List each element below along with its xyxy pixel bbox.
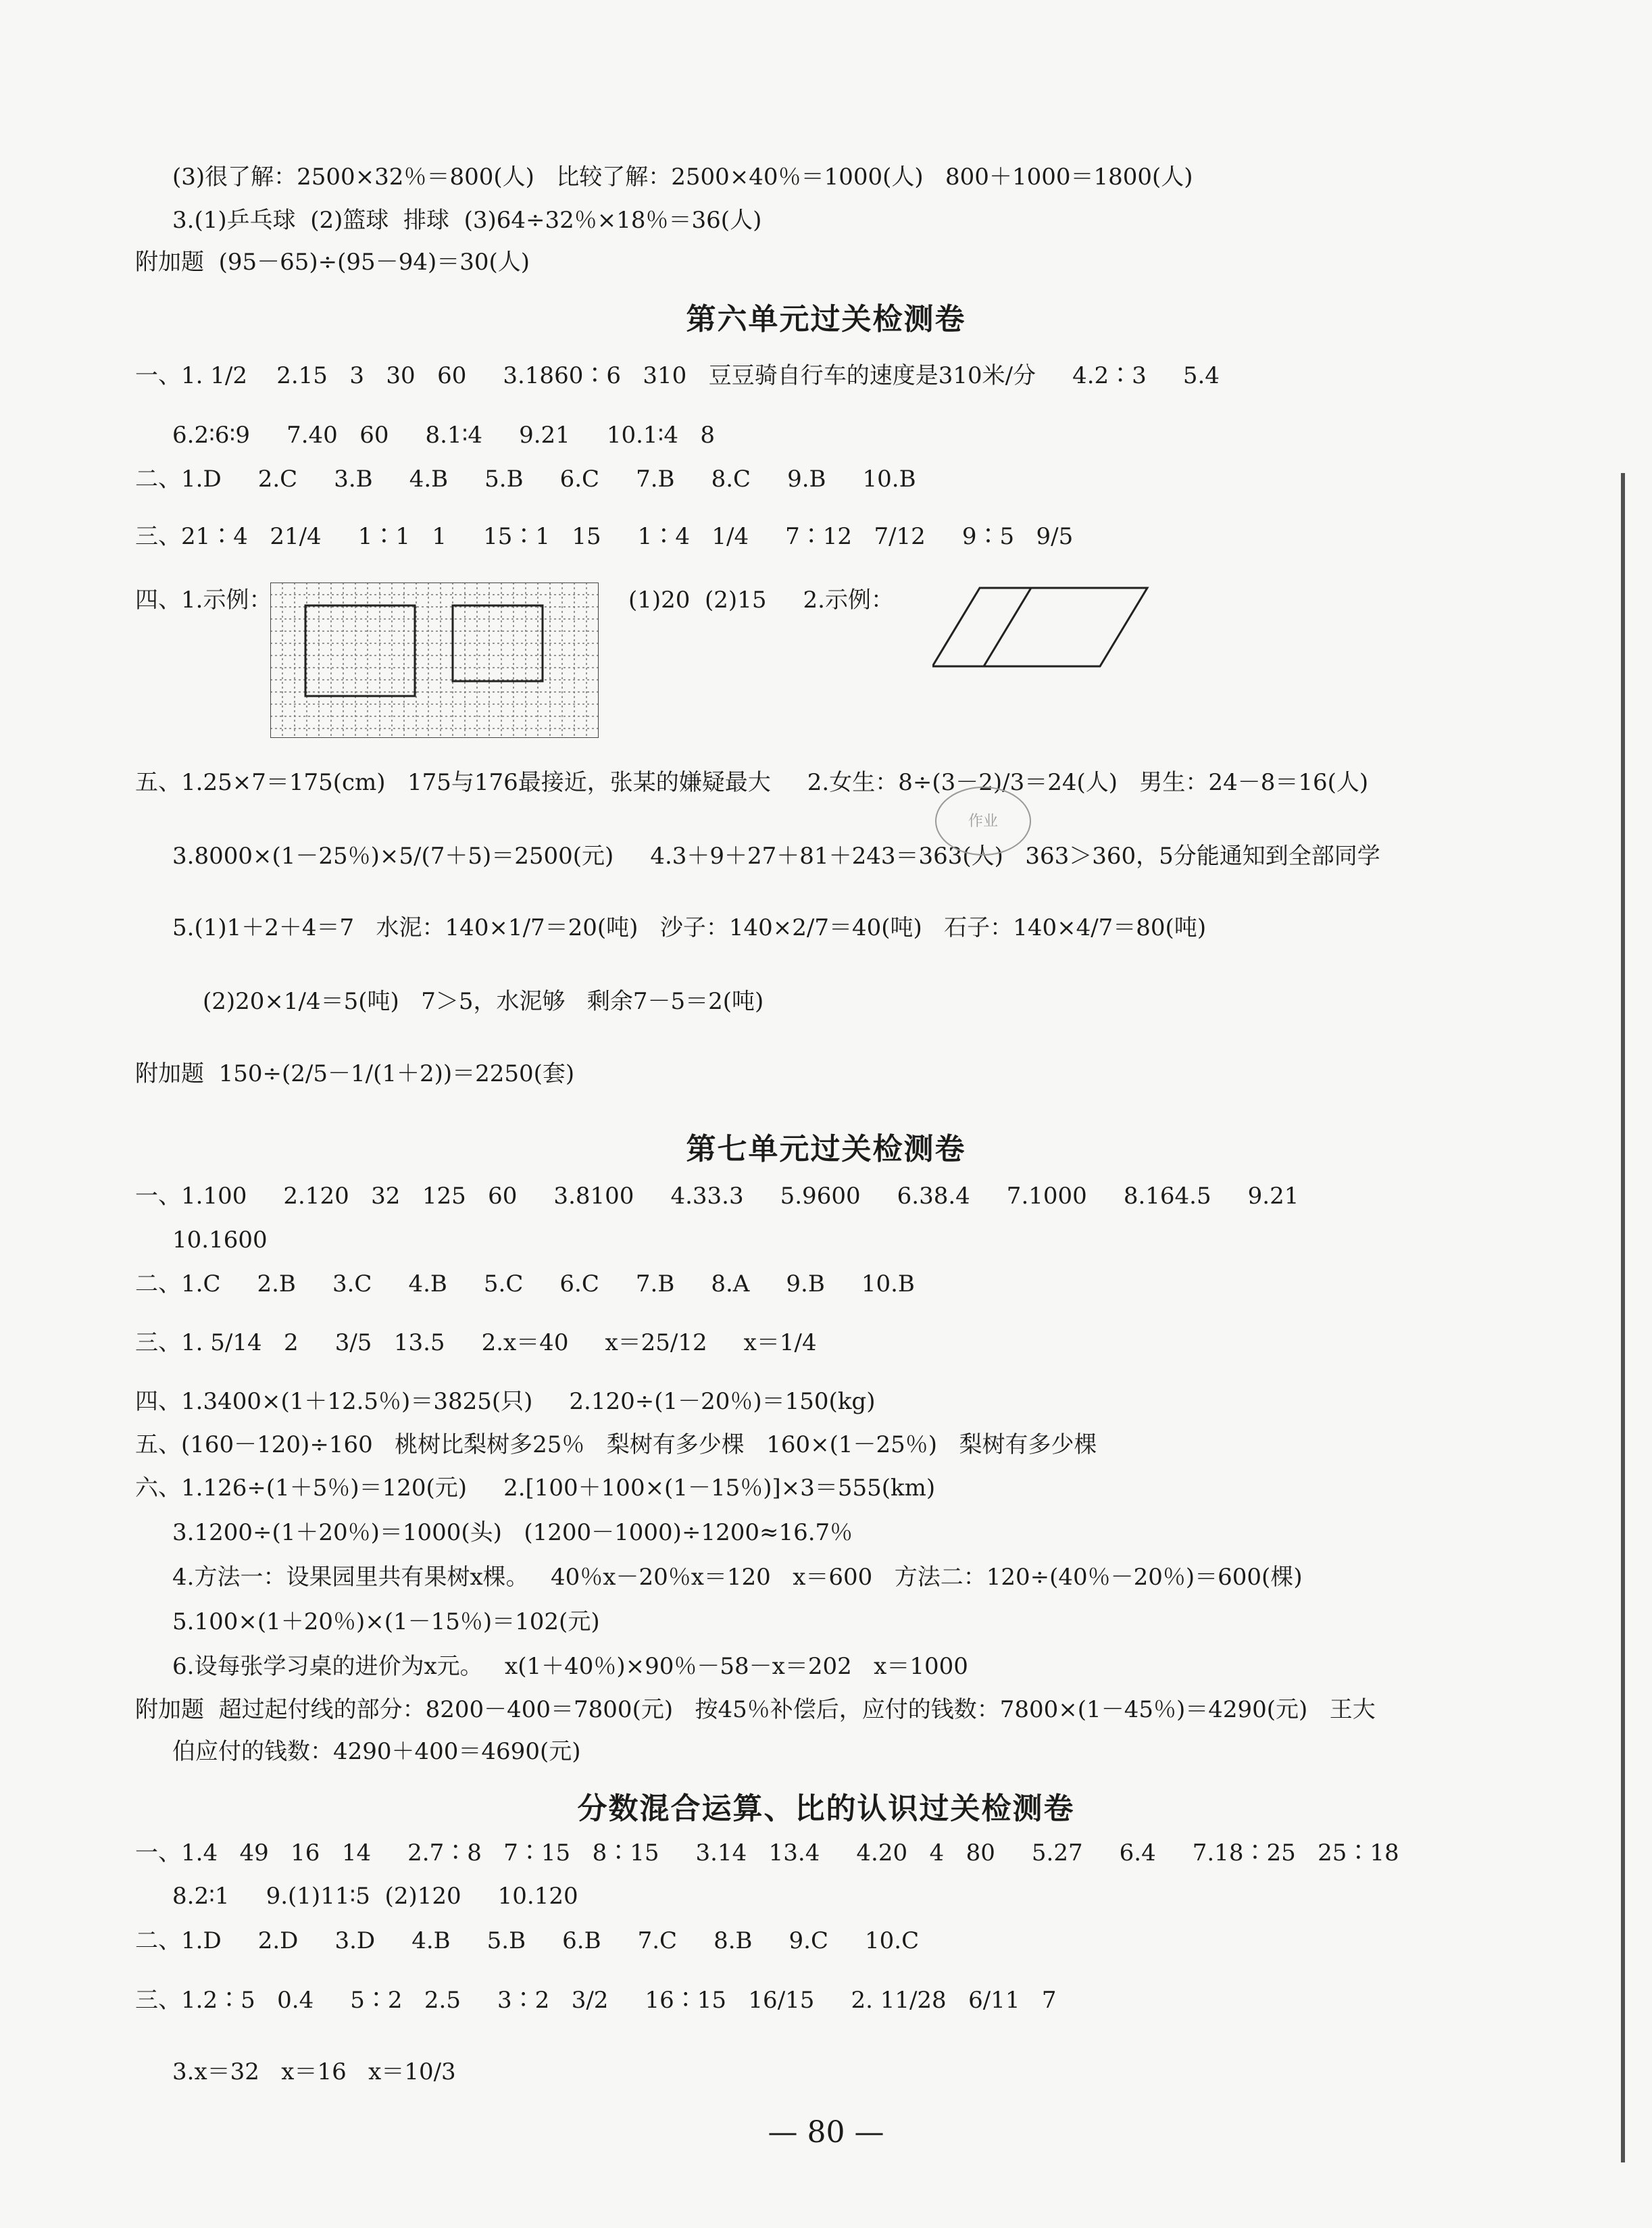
answer-line: 8.2∶1 9.(1)11∶5 (2)120 10.120 — [172, 1883, 578, 1910]
answer-line: (1)20 (2)15 2.示例： — [628, 587, 894, 614]
answer-line: 附加题 超过起付线的部分：8200－400＝7800(元) 按45％补偿后，应付的钱数：7800×(1－45％)＝4290(元) 王大 — [135, 1696, 1376, 1723]
answer-line: 3.1200÷(1＋20％)＝1000(头) (1200－1000)÷1200≈16.7％ — [172, 1519, 853, 1546]
answer-line: 3.8000×(1－25％)×5/(7＋5)＝2500(元) 4.3＋9＋27＋81＋243＝363(人) 363＞360，5分能通知到全部同学 — [172, 843, 1380, 870]
answer-line: 六、1.126÷(1＋5％)＝120(元) 2.[100＋100×(1－15％)]×3＝555(km) — [135, 1475, 936, 1502]
answer-line: 4.方法一：设果园里共有果树x棵。 40％x－20％x＝120 x＝600 方法二：120÷(40％－20％)＝600(棵) — [172, 1564, 1303, 1591]
grid-rectangles-figure — [270, 583, 599, 738]
answer-line: 四、1.示例： — [135, 587, 272, 614]
watermark-stamp — [932, 784, 1034, 858]
answer-line: 10.1600 — [172, 1227, 268, 1254]
scan-edge-shadow — [1621, 473, 1625, 2162]
answer-line: 5.(1)1＋2＋4＝7 水泥：140×1/7＝20(吨) 沙子：140×2/7＝40(吨) 石子：140×4/7＝80(吨) — [172, 914, 1207, 941]
answer-line: 二、1.C 2.B 3.C 4.B 5.C 6.C 7.B 8.A 9.B 10.B — [135, 1270, 915, 1297]
answer-line: 五、1.25×7＝175(cm) 175与176最接近，张某的嫌疑最大 2.女生：8÷(3－2)/3＝24(人) 男生：24－8＝16(人) — [135, 769, 1369, 796]
answer-line: 二、1.D 2.D 3.D 4.B 5.B 6.B 7.C 8.B 9.C 10.C — [135, 1927, 920, 1954]
parallelogram-figure — [932, 587, 1155, 668]
answer-line: 6.2∶6∶9 7.40 60 8.1∶4 9.21 10.1∶4 8 — [172, 422, 716, 449]
section-title-unit6: 第六单元过关检测卷 — [686, 302, 966, 337]
answer-line: 5.100×(1＋20％)×(1－15％)＝102(元) — [172, 1608, 600, 1635]
section-title-unit7: 第七单元过关检测卷 — [686, 1132, 966, 1166]
answer-line: 一、1.4 49 16 14 2.7∶8 7∶15 8∶15 3.14 13.4 4.20 4 80 5.27 6.4 7.18∶25 25∶18 — [135, 1839, 1399, 1866]
answer-line: 三、1. 5/14 2 3/5 13.5 2.x＝40 x＝25/12 x＝1/4 — [135, 1329, 817, 1356]
answer-line: 二、1.D 2.C 3.B 4.B 5.B 6.C 7.B 8.C 9.B 10.B — [135, 466, 916, 493]
answer-line: (3)很了解：2500×32％＝800(人) 比较了解：2500×40％＝1000(人) 800＋1000＝1800(人) — [172, 164, 1193, 191]
answer-line: 一、1. 1/2 2.15 3 30 60 3.1860∶6 310 豆豆骑自行车的速度是310米/分 4.2∶3 5.4 — [135, 362, 1220, 389]
answer-line: 三、1.2∶5 0.4 5∶2 2.5 3∶2 3/2 16∶15 16/15 2. 11/28 6/11 7 — [135, 1987, 1057, 2014]
answer-line: 3.(1)乒乓球 (2)篮球 排球 (3)64÷32％×18％＝36(人) — [172, 207, 762, 234]
answer-line: 四、1.3400×(1＋12.5％)＝3825(只) 2.120÷(1－20％)＝150(kg) — [135, 1388, 876, 1415]
section-title-mixed: 分数混合运算、比的认识过关检测卷 — [577, 1791, 1075, 1826]
answer-line: 五、(160－120)÷160 桃树比梨树多25％ 梨树有多少棵 160×(1－25％) 梨树有多少棵 — [135, 1431, 1097, 1458]
answer-line: 6.设每张学习桌的进价为x元。 x(1＋40％)×90％－58－x＝202 x＝1000 — [172, 1653, 968, 1680]
answer-line: 3.x＝32 x＝16 x＝10/3 — [172, 2058, 456, 2085]
answer-line: 一、1.100 2.120 32 125 60 3.8100 4.33.3 5.9600 6.38.4 7.1000 8.164.5 9.21 — [135, 1183, 1299, 1210]
answer-line: 三、21∶4 21/4 1∶1 1 15∶1 15 1∶4 1/4 7∶12 7/12 9∶5 9/5 — [135, 523, 1074, 550]
answer-line: 附加题 150÷(2/5－1/(1＋2))＝2250(套) — [135, 1060, 575, 1087]
page-number: — 80 — — [768, 2115, 884, 2150]
answer-line: 伯应付的钱数：4290＋400＝4690(元) — [172, 1738, 581, 1765]
svg-text:作业: 作业 — [968, 813, 999, 830]
answer-line: 附加题 (95－65)÷(95－94)＝30(人) — [135, 249, 530, 276]
answer-line: (2)20×1/4＝5(吨) 7＞5，水泥够 剩余7－5＝2(吨) — [203, 988, 764, 1015]
